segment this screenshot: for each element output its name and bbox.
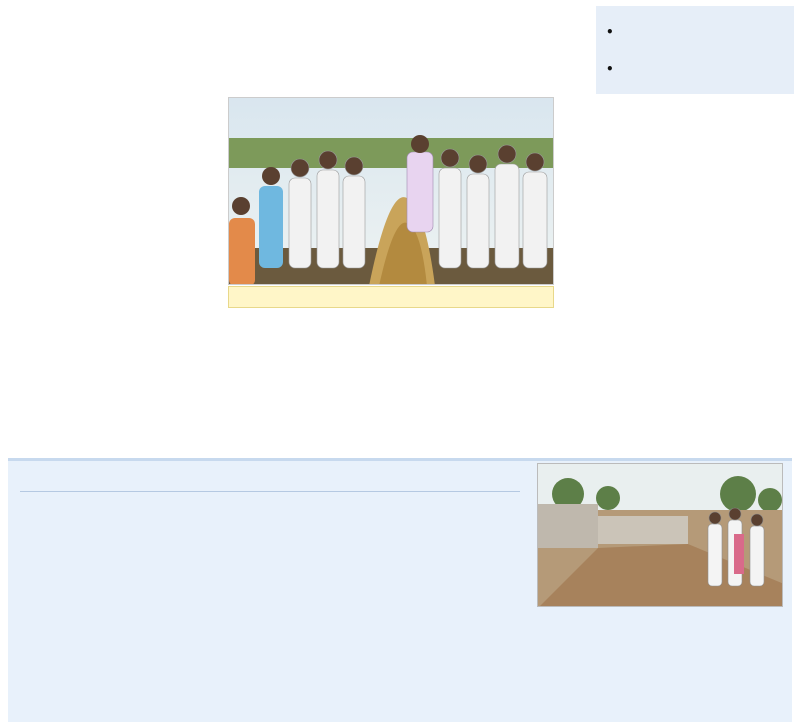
headline [8, 6, 590, 92]
story2-column-middle [276, 496, 530, 722]
bullet-icon: • [606, 62, 614, 77]
story2-column-bottom-right [537, 656, 787, 722]
photo1-caption [228, 286, 554, 308]
paddy-procurement-photo [228, 97, 554, 285]
story2-column-left [18, 496, 268, 722]
story1-column-left [10, 98, 222, 454]
bridge-site-illustration [538, 464, 783, 607]
kicker-box [596, 6, 794, 94]
story1-column-right [561, 198, 791, 454]
kicker-point-1 [606, 24, 786, 40]
photo2-caption [537, 609, 783, 653]
story1-subhead [561, 160, 791, 196]
story1-column-middle [229, 312, 551, 454]
bridge-site-photo [537, 463, 783, 607]
kicker-point-2 [606, 61, 786, 77]
paddy-procurement-illustration [229, 98, 554, 285]
bullet-icon: • [606, 25, 614, 40]
story2-title [8, 461, 532, 491]
story2-title-rule [20, 491, 520, 492]
story1-column-right-top [561, 98, 791, 158]
